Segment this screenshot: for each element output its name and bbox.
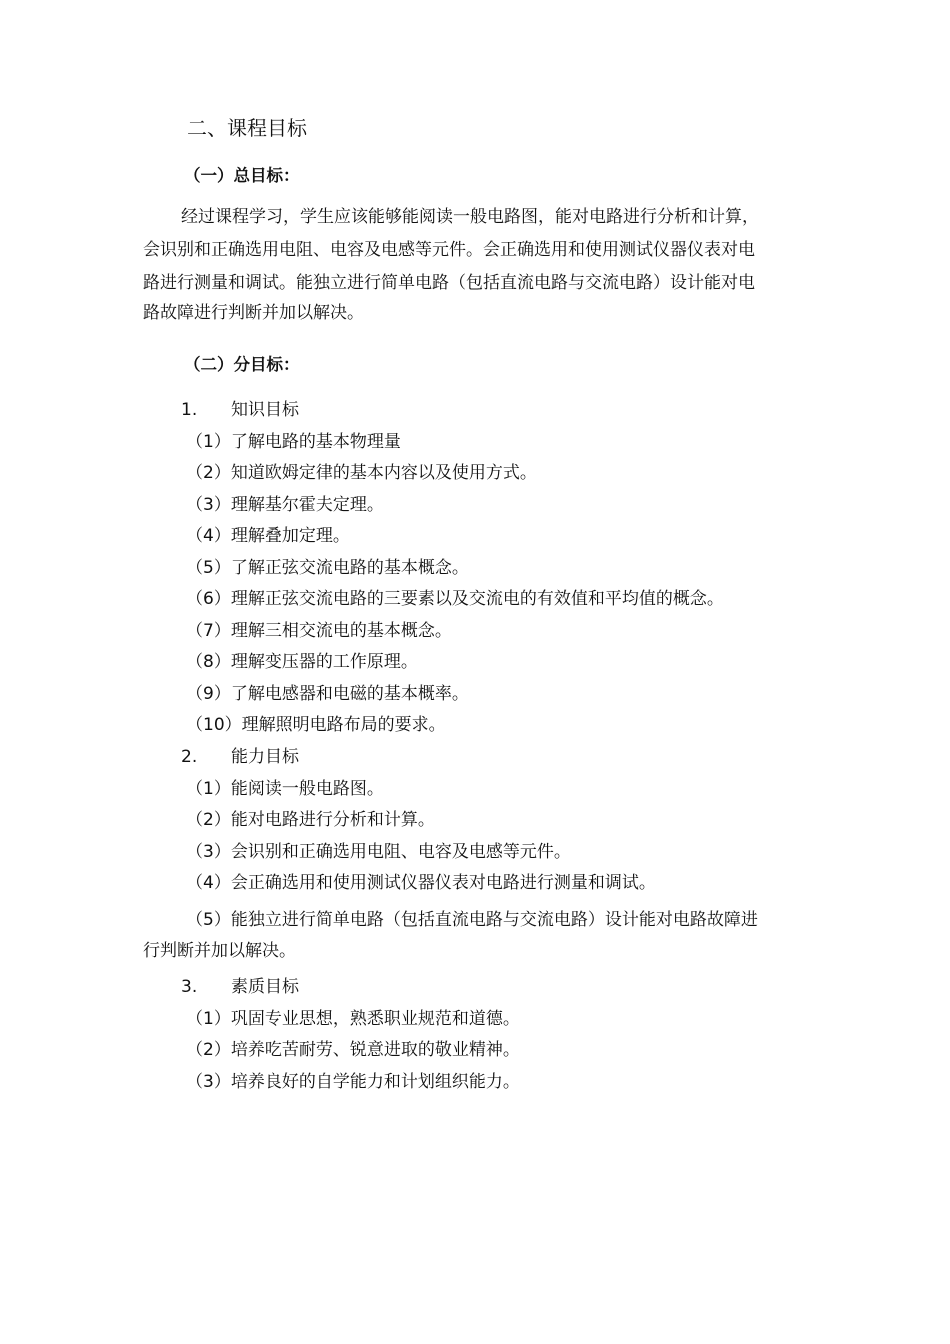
list-item: （3）理解基尔霍夫定理。 <box>186 495 384 515</box>
overall-paragraph-line: 路故障进行判断并加以解决。 <box>143 303 364 323</box>
list-item: （4）理解叠加定理。 <box>186 526 350 546</box>
quality-number: 3. <box>181 977 198 997</box>
overall-goal-heading: （一）总目标： <box>184 166 300 185</box>
overall-paragraph-line: 经过课程学习，学生应该能够能阅读一般电路图，能对电路进行分析和计算， <box>181 207 759 227</box>
quality-heading <box>181 977 299 997</box>
knowledge-number: 1. <box>181 400 198 420</box>
list-item: （9）了解电感器和电磁的基本概率。 <box>186 684 469 704</box>
list-item: （4）会正确选用和使用测试仪器仪表对电路进行测量和调试。 <box>186 873 656 893</box>
knowledge-title: 知识目标 <box>231 400 299 420</box>
sub-goal-heading: （二）分目标： <box>184 355 300 374</box>
list-item: （1）能阅读一般电路图。 <box>186 779 384 799</box>
list-item: （5）了解正弦交流电路的基本概念。 <box>186 558 469 578</box>
list-item: （2）知道欧姆定律的基本内容以及使用方式。 <box>186 463 537 483</box>
list-item: （8）理解变压器的工作原理。 <box>186 652 418 672</box>
list-item: （6）理解正弦交流电路的三要素以及交流电的有效值和平均值的概念。 <box>186 589 724 609</box>
knowledge-heading <box>181 400 299 420</box>
list-item: （1）巩固专业思想，熟悉职业规范和道德。 <box>186 1009 520 1029</box>
list-item: （3）培养良好的自学能力和计划组织能力。 <box>186 1072 520 1092</box>
ability-heading <box>181 747 299 767</box>
list-item: （3）会识别和正确选用电阻、电容及电感等元件。 <box>186 842 571 862</box>
list-item: （7）理解三相交流电的基本概念。 <box>186 621 452 641</box>
quality-title: 素质目标 <box>231 977 299 997</box>
list-item: （10）理解照明电路布局的要求。 <box>186 715 446 735</box>
list-item: （2）培养吃苦耐劳、锐意进取的敬业精神。 <box>186 1040 520 1060</box>
overall-paragraph-line: 会识别和正确选用电阻、电容及电感等元件。会正确选用和使用测试仪器仪表对电 <box>143 240 755 260</box>
list-item: （2）能对电路进行分析和计算。 <box>186 810 435 830</box>
ability-title: 能力目标 <box>231 747 299 767</box>
list-item-continuation: 行判断并加以解决。 <box>143 941 296 961</box>
section-title: 二、课程目标 <box>187 116 307 140</box>
overall-paragraph-line: 路进行测量和调试。能独立进行简单电路（包括直流电路与交流电路）设计能对电 <box>143 273 755 293</box>
list-item: （5）能独立进行简单电路（包括直流电路与交流电路）设计能对电路故障进 <box>186 910 758 930</box>
ability-number: 2. <box>181 747 198 767</box>
list-item: （1）了解电路的基本物理量 <box>186 432 401 452</box>
